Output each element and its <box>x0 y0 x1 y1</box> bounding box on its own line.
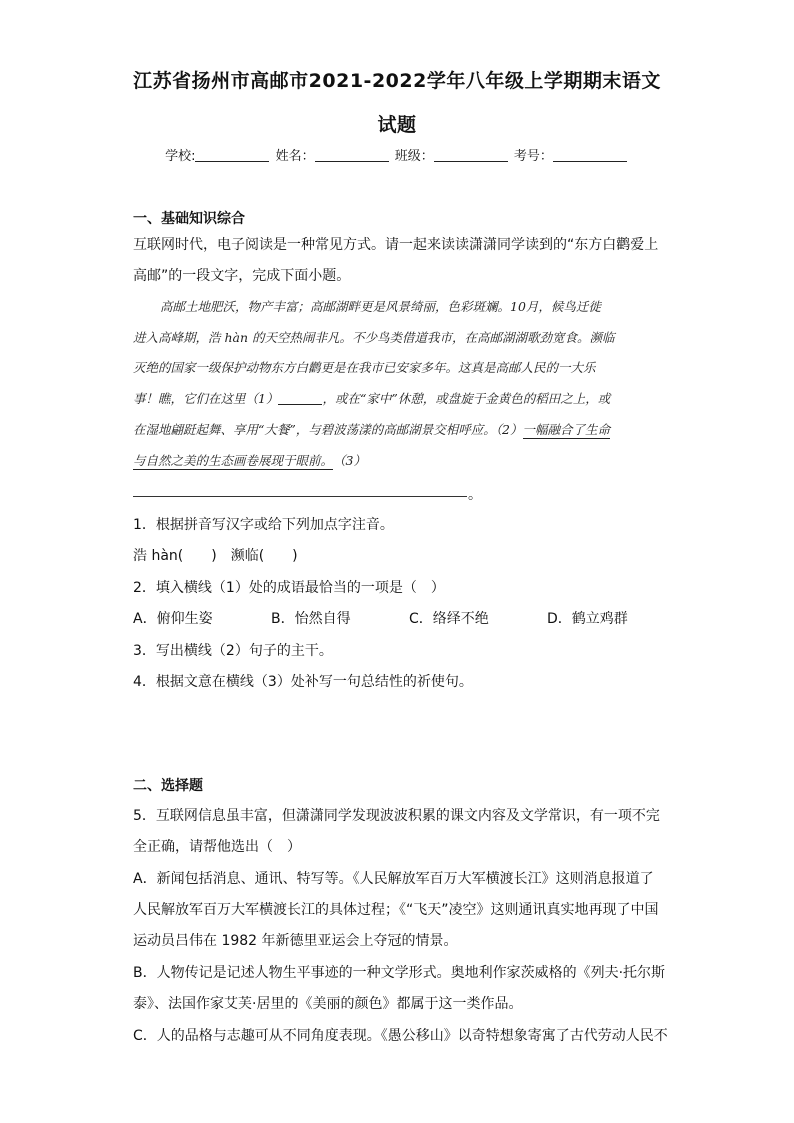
blank-1 <box>278 392 322 405</box>
option-a: A．俯仰生姿 <box>133 611 213 627</box>
option-c: C．络绎不绝 <box>409 611 489 627</box>
class-label: 班级： <box>394 149 434 164</box>
passage-line5-start: 在湿地翩跹起舞、享用“大餐”，与碧波荡漾的高邮湖景交相呼应。（2） <box>133 422 523 437</box>
question-2-options <box>133 608 628 628</box>
choice-a-line2: 人民解放军百万大军横渡长江的具体过程；《“飞天”凌空》这则通讯真实地再现了中国 <box>133 902 659 918</box>
exam-title-line1: 江苏省扬州市高邮市2021-2022学年八年级上学期期末语文 <box>133 70 661 92</box>
school-blank <box>195 149 269 162</box>
section1-intro-line1: 互联网时代，电子阅读是一种常见方式。请一起来读读潇潇同学读到的“东方白鹳爱上 <box>133 237 659 253</box>
answer-line-3 <box>133 496 467 497</box>
passage-line3: 灭绝的国家一级保护动物东方白鹳更是在我市已安家多年。这真是高邮人民的一大乐 <box>133 360 596 375</box>
number-blank <box>553 149 627 162</box>
question-4: 4．根据文意在横线（3）处补写一句总结性的祈使句。 <box>133 674 473 690</box>
name-blank <box>315 149 389 162</box>
passage-line5 <box>133 420 610 439</box>
section1-heading: 一、基础知识综合 <box>133 211 245 227</box>
question-5-line1: 5．互联网信息虽丰富，但潇潇同学发现波波积累的课文内容及文学常识，有一项不完 <box>133 808 660 824</box>
question-1-items: 浩 hàn( ) 濒临( ) <box>133 548 298 564</box>
section1-intro-line2: 高邮”的一段文字，完成下面小题。 <box>133 268 351 284</box>
student-info-row <box>0 145 794 164</box>
passage-line4-end: ，或在“家中”休憩，或盘旋于金黄色的稻田之上，或 <box>322 391 611 406</box>
question-2: 2．填入横线（1）处的成语最恰当的一项是（ ） <box>133 580 445 596</box>
number-label: 考号： <box>513 149 553 164</box>
underlined-sentence-2a: 一幅融合了生命 <box>522 422 611 437</box>
section2-heading: 二、选择题 <box>133 778 203 794</box>
passage-line1: 高邮土地肥沃，物产丰富；高邮湖畔更是风景绮丽，色彩斑斓。10月，候鸟迁徙 <box>160 299 601 314</box>
name-label: 姓名： <box>275 149 315 164</box>
choice-b-line1: B．人物传记是记述人物生平事迹的一种文学形式。奥地利作家茨威格的《列夫·托尔斯 <box>133 965 666 981</box>
option-d: D．鹤立鸡群 <box>547 611 628 627</box>
choice-a-line3: 运动员吕伟在 1982 年新德里亚运会上夺冠的情景。 <box>133 933 458 949</box>
choice-a-line1: A．新闻包括消息、通讯、特写等。《人民解放军百万大军横渡长江》这则消息报道了 <box>133 871 654 887</box>
option-b: B．怡然自得 <box>271 611 351 627</box>
question-3: 3．写出横线（2）句子的主干。 <box>133 643 333 659</box>
class-blank <box>434 149 508 162</box>
passage-line4 <box>133 389 610 407</box>
choice-c-line1: C．人的品格与志趣可从不同角度表现。《愚公移山》以奇特想象寄寓了古代劳动人民不 <box>133 1028 668 1044</box>
choice-b-line2: 泰》、法国作家艾芙·居里的《美丽的颜色》都属于这一类作品。 <box>133 996 523 1012</box>
school-label: 学校: <box>165 149 196 164</box>
exam-title-line2: 试题 <box>377 114 417 136</box>
question-5-line2: 全正确，请帮他选出（ ） <box>133 839 301 855</box>
question-1: 1．根据拼音写汉字或给下列加点字注音。 <box>133 517 394 533</box>
end-mark: 。 <box>468 487 482 503</box>
passage-line4-start: 事！瞧，它们在这里（1） <box>133 391 279 406</box>
underlined-sentence-2b: 与自然之美的生态画卷展现于眼前。 <box>133 453 334 468</box>
passage-line6 <box>133 451 366 470</box>
passage-line2: 进入高峰期，浩 hàn 的天空热闹非凡。不少鸟类借道我市，在高邮湖湖歌劲宽食。濒临 <box>133 330 615 345</box>
blank-3-label: （3） <box>333 453 366 468</box>
